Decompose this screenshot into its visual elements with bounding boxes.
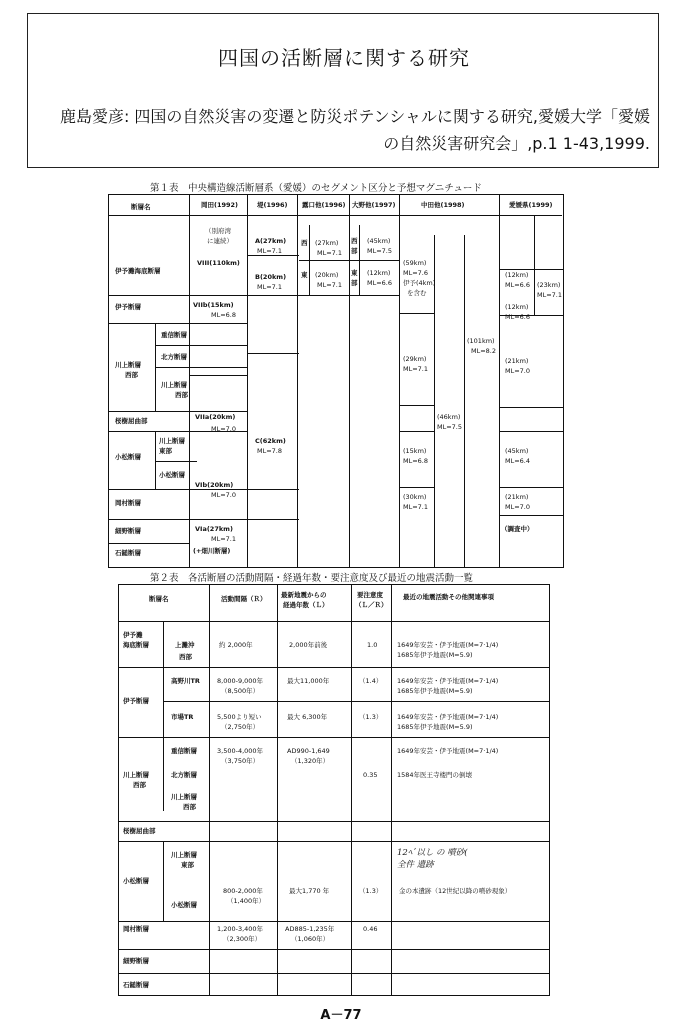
- t1-nakata-c2: ML=8.2: [471, 347, 497, 355]
- t1-ehime-b1: (23km): [537, 281, 561, 289]
- t2-r5-interval1: 800-2,000年: [223, 887, 263, 895]
- t1-name-kawakami-w2: 西部: [175, 391, 188, 399]
- t1-nakata-a3: 伊予(4km): [403, 279, 436, 287]
- handwritten-note-line1: 12ﾍﾞ以し の 噴砂(: [397, 848, 468, 858]
- t2-r4-recent1: 1649年安芸・伊予地震(M=7·1/4): [397, 747, 499, 755]
- t2-header-interval: 活動間隔（Ｒ）: [221, 595, 267, 603]
- t2-name-okamura: 岡村断層: [123, 925, 149, 933]
- t2-r4-elapsed1: AD990-1,649: [287, 747, 330, 755]
- t1-okada-d2: ML=7.0: [211, 491, 237, 499]
- t1-nakata-b2: ML=7.1: [403, 365, 429, 373]
- t2-r3-elapsed: 最大 6,300年: [287, 713, 328, 721]
- t2-r3-recent2: 1685年伊予地震(M=5.9): [397, 723, 473, 731]
- t1-ehime-f2: ML=7.0: [505, 503, 531, 511]
- t1-nakata-d2: ML=7.5: [437, 423, 463, 431]
- t2-name-ichiba: 市場TR: [171, 713, 194, 721]
- t1-ohno-e1: 東: [351, 269, 358, 277]
- t1-ohno-e2: 部: [351, 279, 358, 287]
- t1-nakata-f1: (30km): [403, 493, 427, 501]
- t2-r3-interval1: 5,500より短い: [217, 713, 262, 721]
- t2-r2-recent1: 1649年安芸・伊予地震(M=7·1/4): [397, 677, 499, 685]
- t1-tsutsumi-a2: ML=7.1: [257, 247, 283, 255]
- t1-ohno-w4: ML=7.5: [367, 247, 393, 255]
- t2-r1-elapsed: 2,000年前後: [289, 641, 328, 649]
- t1-ohno-w1: 西: [351, 237, 358, 245]
- t1-okada-e2: ML=7.1: [211, 535, 237, 543]
- table2: [118, 584, 550, 996]
- table1-caption: 第１表 中央構造線活断層系（愛媛）のセグメント区分と予想マグニチュード: [150, 183, 482, 194]
- t1-name-iyo: 伊予断層: [115, 303, 141, 311]
- page-number: A－77: [320, 1008, 362, 1023]
- t1-tsuyuguchi-e: 東: [301, 271, 308, 279]
- t2-r2-interval2: （8,500年）: [221, 687, 260, 695]
- t2-name-kaminada1: 上灘沖: [175, 641, 195, 649]
- t2-r5-recent: 金の本遺跡（12世紀以降の噴砂現象）: [399, 887, 512, 895]
- t1-header-tsuyuguchi: 露口他(1996): [302, 201, 346, 209]
- t1-okada-a2: に連続）: [207, 237, 233, 245]
- t2-r3-recent1: 1649年安芸・伊予地震(M=7·1/4): [397, 713, 499, 721]
- t2-r1-recent2: 1685年伊予地震(M=5.9): [397, 651, 473, 659]
- citation-line-2: の自然災害研究会」,p.1 1-43,1999.: [383, 134, 650, 153]
- t2-r4-recent2: 1584年医王寺楼門の倒壊: [397, 771, 473, 779]
- t2-name-takano: 高野川TR: [171, 677, 200, 685]
- t2-r2-interval1: 8,000-9,000年: [217, 677, 264, 685]
- t1-ehime-g1: （調査中）: [501, 525, 534, 533]
- t2-name-kaminada2: 西部: [179, 653, 192, 661]
- table1: [108, 194, 564, 568]
- t1-name-komatsu2: 小松断層: [159, 471, 185, 479]
- t2-name-kitagata: 北方断層: [171, 771, 197, 779]
- t2-header-elapsed1: 最新地震からの: [281, 591, 327, 599]
- t2-r2-recent2: 1685年伊予地震(M=5.9): [397, 687, 473, 695]
- t1-okada-e1: VIa(27km): [195, 525, 233, 533]
- t1-tsuyuguchi-w1: (27km): [315, 239, 339, 247]
- t1-name-kawakami-e: 川上断層: [159, 437, 185, 445]
- t1-name-sakuragi: 桜樹屈曲部: [115, 417, 148, 425]
- table2-caption: 第２表 各活断層の活動間隔・経過年数・要注意度及び最近の地震活動一覧: [150, 573, 474, 584]
- t1-tsuyuguchi-w: 西: [301, 239, 308, 247]
- t2-name-iyonada2: 海底断層: [123, 641, 149, 649]
- t1-nakata-a1: (59km): [403, 259, 427, 267]
- t1-nakata-d1: (46km): [437, 413, 461, 421]
- t1-ehime-a2: ML=6.6: [505, 281, 531, 289]
- t1-name-kawakami-e2: 東部: [159, 447, 172, 455]
- t1-nakata-c1: (101km): [467, 337, 495, 345]
- t1-name-kawakami-west: 西部: [125, 371, 138, 379]
- t1-okada-c1: VIIa(20km): [195, 413, 236, 421]
- t2-name-kawakami-w2: 西部: [183, 803, 196, 811]
- t2-r6-elapsed1: AD885-1,235年: [285, 925, 335, 933]
- t1-header-ohno: 大野他(1997): [352, 201, 396, 209]
- t2-name-iyo: 伊予断層: [123, 697, 149, 705]
- t2-r5-elapsed: 最大1,770 年: [289, 887, 330, 895]
- t1-name-kawakami: 川上断層: [115, 361, 141, 369]
- t1-ehime-d1: (21km): [505, 357, 529, 365]
- t1-ehime-a1: (12km): [505, 271, 529, 279]
- t2-name-iyonada1: 伊予灘: [123, 631, 143, 639]
- t2-header-elapsed2: 経過年数（Ｌ）: [283, 601, 329, 609]
- t2-header-caution2: （Ｌ／Ｒ）: [355, 601, 388, 609]
- t1-tsuyuguchi-e2: ML=7.1: [317, 281, 343, 289]
- t2-r2-elapsed: 最大11,000年: [287, 677, 330, 685]
- t1-okada-a3: VIII(110km): [197, 259, 240, 267]
- t1-name-shigenobu: 重信断層: [161, 331, 187, 339]
- t1-nakata-e1: (15km): [403, 447, 427, 455]
- t2-r5-interval2: （1,400年）: [227, 897, 266, 905]
- t1-nakata-a4: を含む: [407, 289, 427, 297]
- t1-tsutsumi-c1: C(62km): [255, 437, 286, 445]
- t1-name-ishizuchi: 石鎚断層: [115, 549, 141, 557]
- t1-name-hosono: 細野断層: [115, 527, 141, 535]
- t2-name-kawakami-w1: 川上断層: [171, 793, 197, 801]
- t1-ehime-f1: (21km): [505, 493, 529, 501]
- t1-okada-a1: （別府湾: [205, 227, 231, 235]
- t1-nakata-f2: ML=7.1: [403, 503, 429, 511]
- t2-name-kawakami-e1: 川上断層: [171, 851, 197, 859]
- t1-name-okamura: 岡村断層: [115, 499, 141, 507]
- handwritten-note: [397, 847, 468, 871]
- t1-name-kitagata: 北方断層: [161, 353, 187, 361]
- citation-line-1: 鹿島愛彦: 四国の自然災害の変遷と防災ポテンシャルに関する研究,愛媛大学「愛媛: [59, 107, 650, 126]
- t1-ohno-w3: (45km): [367, 237, 391, 245]
- t1-header-okada: 岡田(1992): [201, 201, 239, 209]
- handwritten-note-line2: 全件 遺跡: [397, 860, 434, 870]
- t2-r6-elapsed2: （1,060年）: [291, 935, 330, 943]
- t1-header-tsutsumi: 堤(1996): [257, 201, 288, 209]
- t1-name-komatsu: 小松断層: [115, 453, 141, 461]
- t2-name-shigenobu: 重信断層: [171, 747, 197, 755]
- t2-r4-interval2: （3,750年）: [221, 757, 260, 765]
- t1-nakata-e2: ML=6.8: [403, 457, 429, 465]
- t1-header-name: 断層名: [131, 203, 151, 211]
- t2-name-sakuragi: 桜樹屈曲部: [123, 827, 156, 835]
- t1-ohno-e4: ML=6.6: [367, 279, 393, 287]
- t2-r1-caution: 1.0: [367, 641, 378, 649]
- citation-box: [27, 13, 659, 168]
- t1-okada-c2: ML=7.0: [211, 425, 237, 433]
- t2-r4-interval1: 3,500-4,000年: [217, 747, 264, 755]
- t1-ehime-e2: ML=6.4: [505, 457, 531, 465]
- t2-name-hosono: 細野断層: [123, 957, 149, 965]
- t1-tsutsumi-b1: B(20km): [255, 273, 287, 281]
- t2-r3-interval2: （2,750年）: [221, 723, 260, 731]
- t1-okada-d1: VIb(20km): [195, 481, 234, 489]
- t1-tsutsumi-a1: A(27km): [255, 237, 287, 245]
- t1-header-nakata: 中田他(1998): [421, 201, 465, 209]
- page-title: 四国の活断層に関する研究: [218, 46, 470, 70]
- t1-nakata-a2: ML=7.6: [403, 269, 429, 277]
- t1-okada-e3: (+畑川断層): [193, 547, 231, 555]
- t1-okada-b1: VIIb(15km): [193, 301, 234, 309]
- t2-name-komatsu2: 小松断層: [171, 901, 197, 909]
- t2-name-komatsu: 小松断層: [123, 877, 149, 885]
- t1-name-kawakami-w: 川上断層: [161, 381, 187, 389]
- t2-r6-interval1: 1,200-3,400年: [217, 925, 264, 933]
- t1-ehime-b2: ML=7.1: [537, 291, 563, 299]
- t2-name-kawakami1: 川上断層: [123, 771, 149, 779]
- t2-r3-caution: （1.3）: [359, 713, 383, 721]
- t2-r4-caution: 0.35: [363, 771, 378, 779]
- t2-name-kawakami2: 西部: [133, 781, 146, 789]
- t2-r6-interval2: （2,300年）: [223, 935, 262, 943]
- t1-nakata-b1: (29km): [403, 355, 427, 363]
- t2-r4-elapsed2: （1,320年）: [291, 757, 330, 765]
- t1-header-ehime: 愛媛県(1999): [509, 201, 553, 209]
- t2-r1-interval: 約 2,000年: [219, 641, 253, 649]
- t1-tsutsumi-b2: ML=7.1: [257, 283, 283, 291]
- t2-r1-recent1: 1649年安芸・伊予地震(M=7·1/4): [397, 641, 499, 649]
- t1-tsuyuguchi-w2: ML=7.1: [317, 249, 343, 257]
- t1-ehime-e1: (45km): [505, 447, 529, 455]
- t2-name-kawakami-e2: 東部: [181, 861, 194, 869]
- t1-name-iyonada: 伊予灘海底断層: [115, 267, 161, 275]
- t1-okada-b2: ML=6.8: [211, 311, 237, 319]
- t1-ehime-d2: ML=7.0: [505, 367, 531, 375]
- t1-ehime-c2: ML=6.6: [505, 313, 531, 321]
- t2-name-ishizuchi: 石鎚断層: [123, 981, 149, 989]
- t1-ehime-c1: (12km): [505, 303, 529, 311]
- t1-ohno-e3: (12km): [367, 269, 391, 277]
- t2-r6-caution: 0.46: [363, 925, 378, 933]
- t2-r2-caution: （1.4）: [359, 677, 383, 685]
- t1-tsuyuguchi-e1: (20km): [315, 271, 339, 279]
- t2-header-name: 断層名: [149, 595, 169, 603]
- t1-tsutsumi-c2: ML=7.8: [257, 447, 283, 455]
- t2-header-recent: 最近の地震活動その他関連事項: [403, 593, 494, 601]
- t2-r5-caution: （1.3）: [359, 887, 383, 895]
- t1-ohno-w2: 部: [351, 247, 358, 255]
- t2-header-caution1: 要注意度: [357, 591, 383, 599]
